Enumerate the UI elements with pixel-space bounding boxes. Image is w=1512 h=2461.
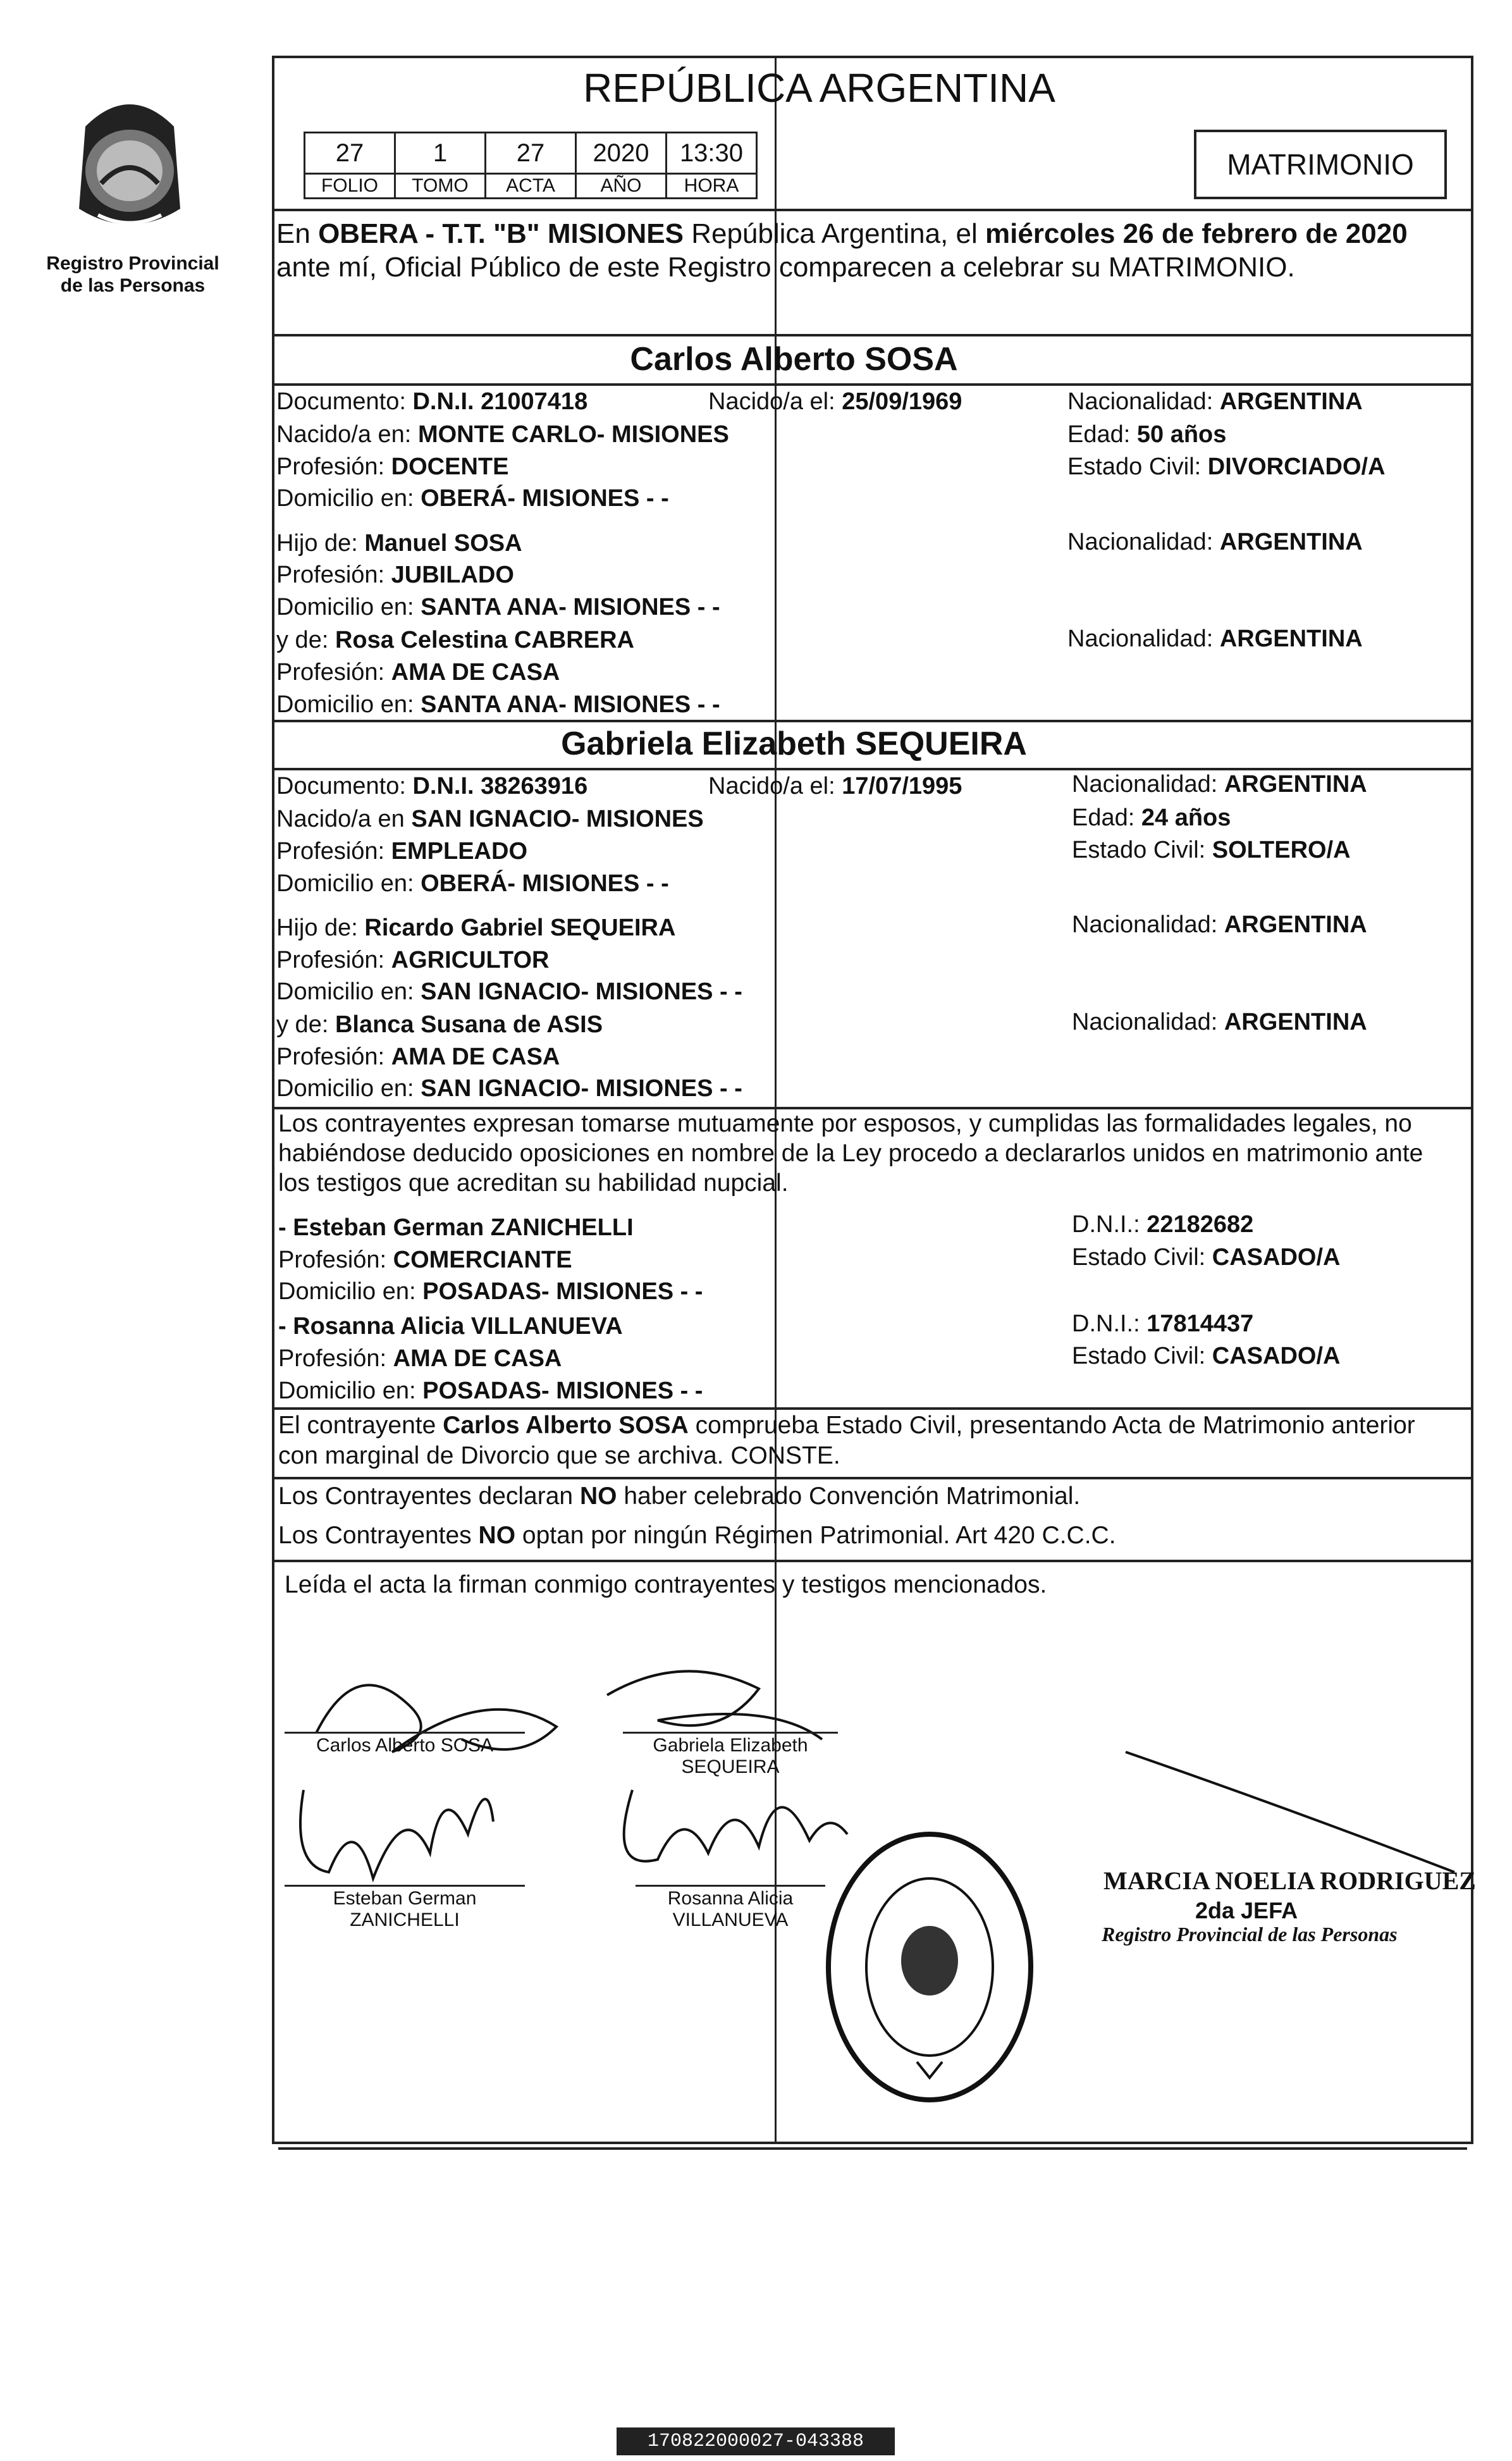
divider-spouse1-name: [272, 383, 1473, 386]
hora-value: 13:30: [667, 133, 757, 174]
anio-value: 2020: [576, 133, 667, 174]
signature-line-witness1: Esteban German ZANICHELLI: [285, 1885, 525, 1931]
folio-value: 27: [305, 133, 395, 174]
witness1-profession: Profesión: COMERCIANTE: [278, 1247, 572, 1273]
signature-line-spouse2: Gabriela Elizabeth SEQUEIRA: [623, 1732, 838, 1778]
spouse1-mother: y de: Rosa Celestina CABRERA: [276, 627, 634, 653]
spouse2-age: Edad: 24 años: [1072, 805, 1231, 831]
folio-label: FOLIO: [305, 174, 395, 199]
spouse1-age: Edad: 50 años: [1067, 421, 1227, 448]
document-code: 170822000027-043388: [617, 2427, 895, 2455]
witness2-profession: Profesión: AMA DE CASA: [278, 1345, 562, 1372]
divider-bottom: [278, 2147, 1467, 2150]
official-seal-stamp: [822, 1828, 1037, 2106]
witness2-civil-status: Estado Civil: CASADO/A: [1072, 1343, 1341, 1369]
intro-line-2: ante mí, Oficial Público de este Registro comparecen a celebrar su MATRIMONIO.: [276, 252, 1295, 283]
official-name: MARCIA NOELIA RODRIGUEZ: [1103, 1866, 1476, 1895]
spouse1-civil-status: Estado Civil: DIVORCIADO/A: [1067, 453, 1386, 480]
acta-value: 27: [486, 133, 576, 174]
spouse2-father: Hijo de: Ricardo Gabriel SEQUEIRA: [276, 915, 676, 941]
divider-spouse2-name: [272, 768, 1473, 770]
official-title: 2da JEFA: [1195, 1897, 1298, 1923]
spouse2-birthplace: Nacido/a en SAN IGNACIO- MISIONES: [276, 806, 704, 832]
divider-spouse2-top: [272, 720, 1473, 722]
spouse1-birthdate: Nacido/a el: 25/09/1969: [708, 388, 962, 415]
spouse2-mother-address: Domicilio en: SAN IGNACIO- MISIONES - -: [276, 1075, 742, 1102]
witness2-name: - Rosanna Alicia VILLANUEVA: [278, 1313, 623, 1340]
regime-line-1: Los Contrayentes declaran NO haber celebrado Convención Matrimonial.: [278, 1483, 1081, 1510]
spouse1-mother-profession: Profesión: AMA DE CASA: [276, 659, 560, 686]
spouse1-father-nationality: Nacionalidad: ARGENTINA: [1067, 529, 1363, 555]
divider-closing: [272, 1560, 1473, 1562]
logo-caption: Registro Provincial de las Personas: [46, 253, 219, 296]
spouse2-profession: Profesión: EMPLEADO: [276, 838, 528, 865]
witness1-dni: D.N.I.: 22182682: [1072, 1211, 1254, 1238]
spouse1-nationality: Nacionalidad: ARGENTINA: [1067, 388, 1363, 415]
intro-line-1: En OBERA - T.T. "B" MISIONES República Argentina, el miércoles 26 de febrero de 2020: [276, 218, 1408, 249]
spouse1-father-address: Domicilio en: SANTA ANA- MISIONES - -: [276, 594, 720, 620]
spouse1-mother-nationality: Nacionalidad: ARGENTINA: [1067, 626, 1363, 652]
spouse1-address: Domicilio en: OBERÁ- MISIONES - -: [276, 485, 669, 512]
note-line-1: El contrayente Carlos Alberto SOSA comprueba Estado Civil, presentando Acta de Matrimonio anterior: [278, 1412, 1415, 1439]
declaration-line-3: los testigos que acreditan su habilidad nupcial.: [278, 1169, 789, 1197]
acta-label: ACTA: [486, 174, 576, 199]
divider-spouse1-top: [272, 334, 1473, 336]
official-registry: Registro Provincial de las Personas: [1102, 1923, 1398, 1946]
spouse1-birthplace: Nacido/a en: MONTE CARLO- MISIONES: [276, 421, 729, 448]
spouse2-birthdate: Nacido/a el: 17/07/1995: [708, 773, 962, 799]
witness2-dni: D.N.I.: 17814437: [1072, 1311, 1254, 1337]
witness1-name: - Esteban German ZANICHELLI: [278, 1214, 634, 1241]
spouse2-father-address: Domicilio en: SAN IGNACIO- MISIONES - -: [276, 978, 742, 1005]
spouse1-profession: Profesión: DOCENTE: [276, 453, 509, 480]
spouse1-father: Hijo de: Manuel SOSA: [276, 530, 522, 557]
country-title: REPÚBLICA ARGENTINA: [583, 65, 1055, 111]
record-type-box: MATRIMONIO: [1194, 130, 1447, 199]
witness1-civil-status: Estado Civil: CASADO/A: [1072, 1244, 1341, 1271]
spouse2-father-nationality: Nacionalidad: ARGENTINA: [1072, 911, 1367, 938]
hora-label: HORA: [667, 174, 757, 199]
declaration-line-1: Los contrayentes expresan tomarse mutuamente por esposos, y cumplidas las formalidades legales, no: [278, 1110, 1412, 1137]
spouse2-father-profession: Profesión: AGRICULTOR: [276, 947, 550, 973]
spouse2-mother-nationality: Nacionalidad: ARGENTINA: [1072, 1009, 1367, 1035]
declaration-line-2: habiéndose deducido oposiciones en nombre de la Ley procedo a declararlos unidos en matrimonio ante: [278, 1140, 1423, 1167]
spouse2-address: Domicilio en: OBERÁ- MISIONES - -: [276, 870, 669, 897]
province-logo: [54, 89, 206, 240]
tomo-label: TOMO: [395, 174, 486, 199]
witness1-address: Domicilio en: POSADAS- MISIONES - -: [278, 1278, 703, 1305]
note-line-2: con marginal de Divorcio que se archiva. CONSTE.: [278, 1442, 840, 1469]
registry-table: [304, 132, 758, 199]
spouse2-nationality: Nacionalidad: ARGENTINA: [1072, 771, 1367, 798]
anio-label: AÑO: [576, 174, 667, 199]
divider-note: [272, 1407, 1473, 1410]
closing-text: Leída el acta la firman conmigo contrayentes y testigos mencionados.: [285, 1571, 1047, 1598]
signature-line-spouse1: Carlos Alberto SOSA: [285, 1732, 525, 1756]
spouse2-mother-profession: Profesión: AMA DE CASA: [276, 1044, 560, 1070]
signature-line-witness2: Rosanna Alicia VILLANUEVA: [636, 1885, 825, 1931]
spouse1-father-profession: Profesión: JUBILADO: [276, 562, 514, 588]
regime-line-2: Los Contrayentes NO optan por ningún Régimen Patrimonial. Art 420 C.C.C.: [278, 1522, 1116, 1549]
spouse1-documento: Documento: D.N.I. 21007418: [276, 388, 588, 415]
witness2-address: Domicilio en: POSADAS- MISIONES - -: [278, 1378, 703, 1404]
spouse2-civil-status: Estado Civil: SOLTERO/A: [1072, 837, 1351, 863]
tomo-value: 1: [395, 133, 486, 174]
divider-declaration: [272, 1107, 1473, 1109]
spouse2-name: Gabriela Elizabeth SEQUEIRA: [561, 725, 1027, 762]
spouse2-mother: y de: Blanca Susana de ASIS: [276, 1011, 603, 1038]
spouse2-documento: Documento: D.N.I. 38263916: [276, 773, 588, 799]
spouse1-name: Carlos Alberto SOSA: [630, 341, 958, 378]
spouse1-mother-address: Domicilio en: SANTA ANA- MISIONES - -: [276, 691, 720, 718]
divider-regime: [272, 1477, 1473, 1479]
divider-header: [272, 209, 1473, 211]
